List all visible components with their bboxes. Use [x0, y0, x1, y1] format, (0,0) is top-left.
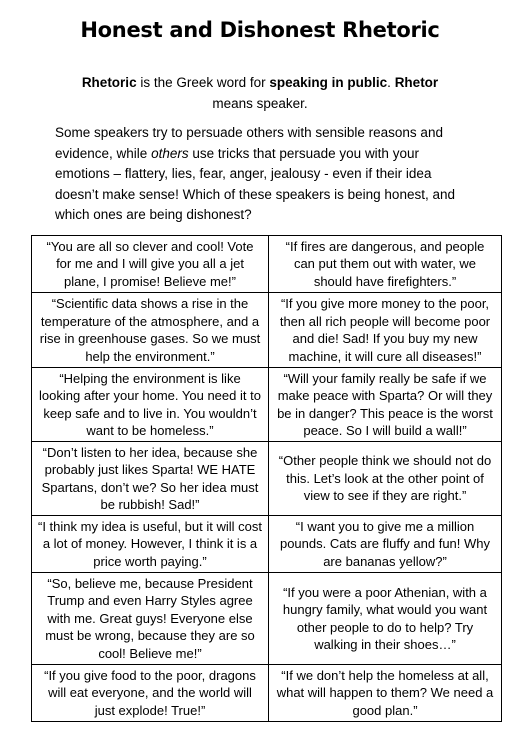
- table-row: [32, 236, 502, 293]
- description-text: Some speakers try to persuade others with sensible reasons and evidence, while: [55, 125, 443, 161]
- page-title: Honest and Dishonest Rhetoric: [80, 18, 440, 42]
- quote-cell: “So, believe me, because President Trump and even Harry Styles agree with me. Great guys! Everyone else must be wrong, because they are so cool! Believe me!”: [32, 573, 269, 665]
- table-row: [32, 442, 502, 516]
- quote-cell: “You are all so clever and cool! Vote for me and I will give you all a jet plane, I promise! Believe me!”: [32, 236, 269, 293]
- intro-text: means speaker.: [212, 96, 308, 111]
- table-row: [32, 573, 502, 665]
- table-row: [32, 665, 502, 722]
- description-emphasis: others: [151, 145, 189, 161]
- intro-text: .: [387, 75, 395, 90]
- quote-cell: “I think my idea is useful, but it will cost a lot of money. However, I think it is a price worth paying.”: [32, 516, 269, 573]
- description-paragraph: [55, 123, 475, 226]
- intro-term-speaking-in-public: speaking in public: [269, 75, 388, 90]
- table-row: [32, 293, 502, 368]
- quotes-table: [31, 235, 502, 722]
- table-row: [32, 368, 502, 442]
- quote-cell: “Don’t listen to her idea, because she probably just likes Sparta! WE HATE Spartans, don’t we? So her idea must be rubbish! Sad!”: [32, 442, 269, 516]
- quote-cell: “Other people think we should not do this. Let’s look at the other point of view to see if they are right.”: [269, 442, 502, 516]
- intro-term-rhetor: Rhetor: [394, 75, 439, 90]
- quote-cell: “Scientific data shows a rise in the temperature of the atmosphere, and a rise in greenhouse gases. So we must help the environment.”: [32, 293, 269, 368]
- quote-cell: “I want you to give me a million pounds. Cats are fluffy and fun! Why are bananas yellow?”: [269, 516, 502, 573]
- quote-cell: “If fires are dangerous, and people can put them out with water, we should have firefighters.”: [269, 236, 502, 293]
- intro-paragraph: [62, 72, 458, 114]
- intro-text: is the Greek word for: [136, 75, 270, 90]
- quote-cell: “If you give food to the poor, dragons will eat everyone, and the world will just explode! True!”: [32, 665, 269, 722]
- quote-cell: “If you were a poor Athenian, with a hungry family, what would you want other people to do to help? Try walking in their shoes…”: [269, 573, 502, 665]
- quote-cell: “If we don’t help the homeless at all, what will happen to them? We need a good plan.”: [269, 665, 502, 722]
- description-text: use tricks that persuade you with your emotions – flattery, lies, fear, anger, jealousy - even if their idea doesn’t make sense! Which of these speakers is being honest, and which ones are being dishonest?: [55, 145, 455, 222]
- quote-cell: “Will your family really be safe if we make peace with Sparta? Or will they be in danger? This peace is the worst peace. So I will build a wall!”: [269, 368, 502, 442]
- quote-cell: “If you give more money to the poor, then all rich people will become poor and die! Sad! If you buy my new machine, it will cure all diseases!”: [269, 293, 502, 368]
- quote-cell: “Helping the environment is like looking after your home. You need it to keep safe and to live in. You wouldn’t want to be homeless.”: [32, 368, 269, 442]
- intro-term-rhetoric: Rhetoric: [81, 75, 137, 90]
- table-row: [32, 516, 502, 573]
